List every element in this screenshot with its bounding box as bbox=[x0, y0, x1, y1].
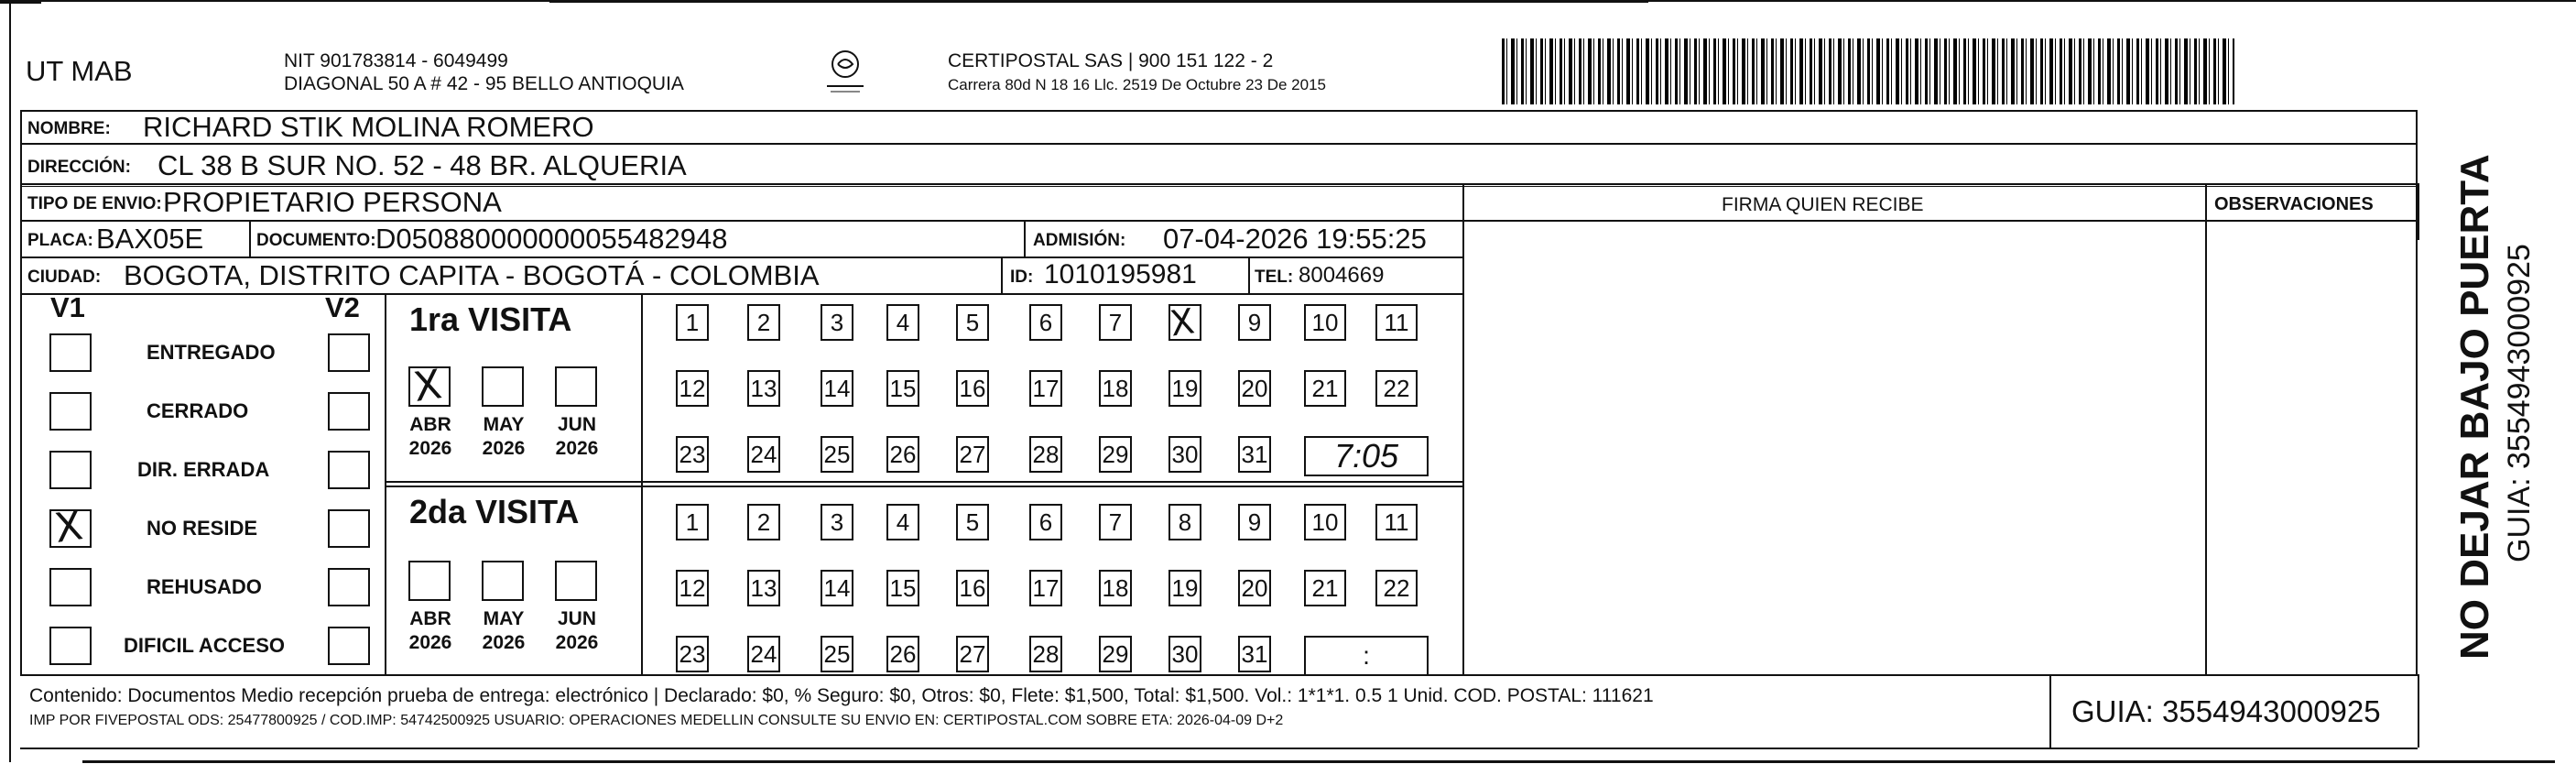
visit2-day-box[interactable]: 23 bbox=[676, 636, 709, 672]
visit1-day-box[interactable]: 14 bbox=[821, 370, 853, 407]
ciudad-label: CIUDAD: bbox=[27, 267, 102, 287]
nombre-value: RICHARD STIK MOLINA ROMERO bbox=[143, 111, 594, 143]
footer-bottom-rule bbox=[20, 748, 2418, 749]
documento-value: D050880000000055482948 bbox=[375, 223, 728, 255]
visit2-year-label: 2026 bbox=[555, 632, 599, 653]
row-rule bbox=[20, 183, 2418, 185]
firma-quien-recibe-label: FIRMA QUIEN RECIBE bbox=[1722, 194, 1924, 215]
status-option-label: DIR. ERRADA bbox=[137, 458, 270, 481]
visit1-month-checkbox[interactable] bbox=[555, 366, 597, 407]
visit2-day-box[interactable]: 20 bbox=[1238, 570, 1271, 606]
v1-checkbox[interactable] bbox=[49, 568, 92, 606]
nombre-label: NOMBRE: bbox=[27, 119, 111, 138]
visit2-day-box[interactable]: 25 bbox=[821, 636, 853, 672]
visit2-month-checkbox[interactable] bbox=[482, 561, 524, 601]
visit2-day-box[interactable]: 6 bbox=[1029, 504, 1062, 540]
v1-checkbox[interactable] bbox=[49, 451, 92, 489]
col-rule bbox=[385, 295, 386, 674]
v1-checkbox[interactable] bbox=[49, 392, 92, 431]
visit2-year-label: 2026 bbox=[482, 632, 526, 653]
visit1-day-mark: X bbox=[1168, 300, 1197, 344]
visit2-day-box[interactable]: 19 bbox=[1168, 570, 1201, 606]
visit2-day-box[interactable]: 11 bbox=[1375, 504, 1418, 540]
observaciones-label: OBSERVACIONES bbox=[2214, 194, 2374, 214]
visit1-day-box[interactable]: 17 bbox=[1029, 370, 1062, 407]
visit1-day-box[interactable]: 27 bbox=[956, 436, 989, 473]
visit2-day-box[interactable]: 2 bbox=[747, 504, 780, 540]
visit2-day-box[interactable]: 8 bbox=[1168, 504, 1201, 540]
visit2-day-box[interactable]: 3 bbox=[821, 504, 853, 540]
visit1-day-box[interactable]: 26 bbox=[886, 436, 919, 473]
visit1-year-label: 2026 bbox=[408, 438, 452, 459]
visit2-day-box[interactable]: 26 bbox=[886, 636, 919, 672]
visit1-day-box[interactable]: 5 bbox=[956, 304, 989, 341]
col-rule bbox=[1462, 183, 1464, 674]
v2-checkbox[interactable] bbox=[328, 509, 370, 548]
visit1-day-box[interactable]: 29 bbox=[1099, 436, 1132, 473]
visit1-day-box[interactable]: 4 bbox=[886, 304, 919, 341]
visit1-day-box[interactable]: 11 bbox=[1375, 304, 1418, 341]
company-nit: NIT 901783814 - 6049499 bbox=[284, 50, 508, 71]
visit1-day-box[interactable]: 28 bbox=[1029, 436, 1062, 473]
visit2-day-box[interactable]: 22 bbox=[1375, 570, 1418, 606]
visit1-year-label: 2026 bbox=[555, 438, 599, 459]
col-rule bbox=[2049, 674, 2051, 748]
col-rule bbox=[1248, 258, 1250, 293]
v2-checkbox[interactable] bbox=[328, 392, 370, 431]
sig-rule bbox=[1462, 220, 2418, 222]
admision-value: 07-04-2026 19:55:25 bbox=[1163, 223, 1427, 255]
footer-guia: GUIA: 3554943000925 bbox=[2071, 694, 2381, 728]
visit1-day-box[interactable]: 6 bbox=[1029, 304, 1062, 341]
col-rule bbox=[2205, 183, 2207, 674]
barcode bbox=[1502, 38, 2234, 104]
top-stub bbox=[0, 0, 41, 4]
status-option-label: REHUSADO bbox=[147, 575, 262, 598]
visit-divider bbox=[385, 486, 1462, 487]
visit2-day-box[interactable]: 10 bbox=[1304, 504, 1346, 540]
visit2-time-field[interactable]: : bbox=[1304, 636, 1429, 676]
id-label: ID: bbox=[1010, 267, 1034, 287]
placa-value: BAX05E bbox=[96, 223, 204, 255]
visit2-day-box[interactable]: 17 bbox=[1029, 570, 1062, 606]
visit2-title: 2da VISITA bbox=[409, 493, 580, 530]
visit1-day-box[interactable]: 12 bbox=[676, 370, 709, 407]
visit1-day-box[interactable]: 22 bbox=[1375, 370, 1418, 407]
col-rule bbox=[2418, 183, 2419, 240]
visit1-day-box[interactable]: 1 bbox=[676, 304, 709, 341]
company-address: DIAGONAL 50 A # 42 - 95 BELLO ANTIOQUIA bbox=[284, 73, 684, 94]
side-warning: NO DEJAR BAJO PUERTA bbox=[2452, 154, 2497, 660]
visit1-time-field[interactable]: 7:05 bbox=[1304, 436, 1429, 476]
visit2-day-box[interactable]: 21 bbox=[1304, 570, 1346, 606]
visit1-day-box[interactable]: 3 bbox=[821, 304, 853, 341]
col-rule bbox=[249, 222, 251, 256]
visit1-month-checkbox[interactable] bbox=[482, 366, 524, 407]
visit1-month-label: MAY bbox=[483, 414, 525, 435]
row-rule bbox=[20, 293, 1462, 295]
admision-label: ADMISIÓN: bbox=[1033, 231, 1126, 250]
visit-divider bbox=[385, 481, 1462, 483]
v1-check-mark: X bbox=[51, 502, 86, 552]
visit1-day-box[interactable]: 20 bbox=[1238, 370, 1271, 407]
visit1-day-box[interactable]: 23 bbox=[676, 436, 709, 473]
visit1-day-box[interactable]: 2 bbox=[747, 304, 780, 341]
visit1-year-label: 2026 bbox=[482, 438, 526, 459]
placa-label: PLACA: bbox=[27, 231, 93, 250]
certipostal-logo bbox=[818, 44, 873, 99]
visit2-day-box[interactable]: 28 bbox=[1029, 636, 1062, 672]
row-rule bbox=[20, 674, 2418, 676]
visit2-year-label: 2026 bbox=[408, 632, 452, 653]
v2-checkbox[interactable] bbox=[328, 627, 370, 665]
visit1-day-box[interactable]: 9 bbox=[1238, 304, 1271, 341]
visit1-day-box[interactable]: 15 bbox=[886, 370, 919, 407]
visit1-day-box[interactable]: 13 bbox=[747, 370, 780, 407]
visit1-day-box[interactable]: 19 bbox=[1168, 370, 1201, 407]
visit2-day-box[interactable]: 9 bbox=[1238, 504, 1271, 540]
company-name: UT MAB bbox=[26, 55, 133, 87]
ciudad-value: BOGOTA, DISTRITO CAPITA - BOGOTÁ - COLOMBIA bbox=[124, 259, 820, 291]
visit2-day-box[interactable]: 12 bbox=[676, 570, 709, 606]
visit2-day-box[interactable]: 16 bbox=[956, 570, 989, 606]
id-value: 1010195981 bbox=[1044, 259, 1197, 289]
visit1-day-box[interactable]: 31 bbox=[1238, 436, 1271, 473]
col-rule bbox=[1001, 258, 1003, 293]
visit2-day-box[interactable]: 27 bbox=[956, 636, 989, 672]
visit2-month-label: MAY bbox=[483, 608, 525, 629]
visit1-month-label: JUN bbox=[557, 414, 596, 435]
status-option-label: NO RESIDE bbox=[147, 517, 258, 540]
visit2-day-box[interactable]: 13 bbox=[747, 570, 780, 606]
row-rule bbox=[20, 256, 1462, 258]
left-rule bbox=[9, 2, 11, 762]
contenido-text: Contenido: Documentos Medio recepción prueba de entrega: electrónico | Declarado: $0, % Seguro: $0, Otros: $0, Flete: $1,500, Total: $1,500. Vol.: 1*1*1. 0.5 1 Unid. COD. POSTAL: 111621 bbox=[29, 685, 1654, 706]
visit2-month-checkbox[interactable] bbox=[408, 561, 451, 601]
status-option-label: ENTREGADO bbox=[147, 341, 276, 364]
v2-checkbox[interactable] bbox=[328, 568, 370, 606]
bottom-rule bbox=[82, 760, 2555, 763]
v2-checkbox[interactable] bbox=[328, 451, 370, 489]
visit2-month-checkbox[interactable] bbox=[555, 561, 597, 601]
visit1-day-box[interactable]: 25 bbox=[821, 436, 853, 473]
direccion-value: CL 38 B SUR NO. 52 - 48 BR. ALQUERIA bbox=[158, 149, 687, 181]
visit2-day-box[interactable]: 1 bbox=[676, 504, 709, 540]
tipo-envio-label: TIPO DE ENVIO: bbox=[27, 194, 162, 213]
col-rule bbox=[641, 295, 643, 674]
v1-label: V1 bbox=[50, 291, 85, 323]
visit2-month-label: JUN bbox=[557, 608, 596, 629]
imp-text: IMP POR FIVEPOSTAL ODS: 25477800925 / COD.IMP: 54742500925 USUARIO: OPERACIONES MEDELLIN CONSULTE SU ENVIO EN: CERTIPOSTAL.COM SOBRE ETA: 2026-04-09 D+2 bbox=[29, 713, 1284, 728]
visit2-day-box[interactable]: 29 bbox=[1099, 636, 1132, 672]
v2-label: V2 bbox=[325, 291, 360, 323]
visit2-day-box[interactable]: 18 bbox=[1099, 570, 1132, 606]
visit2-day-box[interactable]: 14 bbox=[821, 570, 853, 606]
visit2-day-box[interactable]: 30 bbox=[1168, 636, 1201, 672]
direccion-label: DIRECCIÓN: bbox=[27, 158, 131, 177]
v1-checkbox[interactable] bbox=[49, 333, 92, 372]
v2-checkbox[interactable] bbox=[328, 333, 370, 372]
carrier-name: CERTIPOSTAL SAS | 900 151 122 - 2 bbox=[948, 50, 1274, 71]
tipo-envio-value: PROPIETARIO PERSONA bbox=[163, 186, 502, 218]
carrier-license: Carrera 80d N 18 16 Llc. 2519 De Octubre 23 De 2015 bbox=[948, 76, 1326, 93]
v1-checkbox[interactable] bbox=[49, 627, 92, 665]
documento-label: DOCUMENTO: bbox=[256, 231, 376, 250]
visit2-day-box[interactable]: 7 bbox=[1099, 504, 1132, 540]
status-option-label: CERRADO bbox=[147, 399, 249, 422]
visit2-day-box[interactable]: 4 bbox=[886, 504, 919, 540]
visit1-day-box[interactable]: 21 bbox=[1304, 370, 1346, 407]
status-option-label: DIFICIL ACCESO bbox=[124, 634, 286, 657]
tel-value: 8004669 bbox=[1299, 263, 1385, 288]
visit1-day-box[interactable]: 24 bbox=[747, 436, 780, 473]
visit1-day-box[interactable]: 7 bbox=[1099, 304, 1132, 341]
visit1-title: 1ra VISITA bbox=[409, 300, 572, 338]
visit1-day-box[interactable]: 18 bbox=[1099, 370, 1132, 407]
visit2-day-box[interactable]: 24 bbox=[747, 636, 780, 672]
footer-right-rule bbox=[2418, 674, 2419, 748]
tel-label: TEL: bbox=[1255, 267, 1294, 287]
visit2-day-box[interactable]: 31 bbox=[1238, 636, 1271, 672]
visit1-month-mark: X bbox=[410, 361, 445, 411]
visit1-month-label: ABR bbox=[409, 414, 451, 435]
visit1-day-box[interactable]: 16 bbox=[956, 370, 989, 407]
top-rule-2 bbox=[549, 0, 1648, 3]
visit2-month-label: ABR bbox=[409, 608, 451, 629]
visit2-day-box[interactable]: 5 bbox=[956, 504, 989, 540]
col-rule bbox=[1024, 222, 1026, 256]
visit2-day-box[interactable]: 15 bbox=[886, 570, 919, 606]
visit1-day-box[interactable]: 10 bbox=[1304, 304, 1346, 341]
side-guia: GUIA: 3554943000925 bbox=[2502, 244, 2537, 562]
visit1-day-box[interactable]: 30 bbox=[1168, 436, 1201, 473]
